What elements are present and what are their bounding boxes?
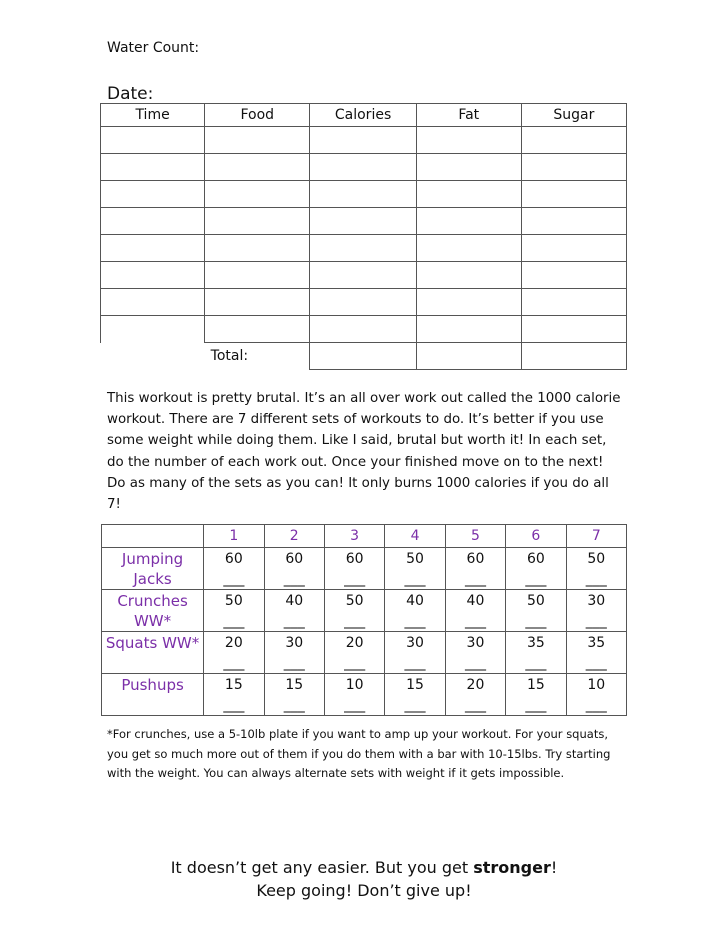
rep-done-blank[interactable]: ___: [585, 655, 607, 671]
rep-count: 60: [345, 551, 364, 567]
food-table-cell[interactable]: [101, 262, 205, 289]
rep-count: 15: [526, 677, 545, 693]
rep-done-blank[interactable]: ___: [464, 571, 486, 587]
rep-cell: [445, 548, 505, 590]
set-number: 1: [204, 525, 264, 548]
rep-cell: [385, 632, 445, 674]
food-table-cell[interactable]: [205, 154, 310, 181]
exercise-name: Jumping Jacks: [102, 548, 204, 590]
food-table-cell[interactable]: [310, 289, 416, 316]
rep-cell: [264, 674, 324, 716]
rep-cell: [204, 632, 264, 674]
rep-done-blank[interactable]: ___: [404, 613, 426, 629]
rep-cell: [204, 590, 264, 632]
rep-count: 60: [526, 551, 545, 567]
col-calories: Calories: [310, 104, 416, 127]
food-table-row: [101, 316, 627, 343]
rep-count: 30: [466, 635, 485, 651]
food-table-cell[interactable]: [416, 235, 521, 262]
rep-cell: [264, 632, 324, 674]
rep-done-blank[interactable]: ___: [464, 613, 486, 629]
rep-done-blank[interactable]: ___: [585, 697, 607, 713]
food-table-row: [101, 181, 627, 208]
rep-cell: [566, 674, 626, 716]
closing-message: [0, 856, 728, 902]
food-table-cell[interactable]: [416, 127, 521, 154]
rep-done-blank[interactable]: ___: [344, 613, 366, 629]
col-sugar: Sugar: [521, 104, 626, 127]
col-food: Food: [205, 104, 310, 127]
food-table-row: [101, 154, 627, 181]
rep-cell: [566, 590, 626, 632]
total-cell[interactable]: [310, 343, 416, 370]
set-number: 6: [506, 525, 566, 548]
water-count-label: Water Count:: [107, 40, 200, 56]
food-table-cell[interactable]: [521, 127, 626, 154]
set-number: 2: [264, 525, 324, 548]
rep-cell: [506, 632, 566, 674]
food-table-cell[interactable]: [310, 181, 416, 208]
rep-done-blank[interactable]: ___: [404, 571, 426, 587]
closing-line-1-text: It doesn’t get any easier. But you get: [170, 858, 474, 877]
rep-count: 60: [285, 551, 304, 567]
food-table-cell[interactable]: [416, 262, 521, 289]
rep-cell: [324, 548, 384, 590]
rep-cell: [264, 590, 324, 632]
rep-count: 50: [406, 551, 424, 567]
closing-line-2: Keep going! Don’t give up!: [256, 881, 472, 900]
food-table-cell[interactable]: [101, 154, 205, 181]
set-number: 3: [324, 525, 384, 548]
rep-count: 60: [224, 551, 243, 567]
rep-count: 50: [587, 551, 606, 567]
food-table-row: [101, 235, 627, 262]
food-table-cell[interactable]: [205, 181, 310, 208]
food-table-cell[interactable]: [101, 289, 205, 316]
rep-count: 20: [224, 635, 243, 651]
workout-row: [102, 632, 627, 674]
rep-done-blank[interactable]: ___: [344, 571, 366, 587]
rep-cell: [506, 590, 566, 632]
food-table-row: [101, 127, 627, 154]
food-table-row: [101, 262, 627, 289]
food-table-cell[interactable]: [521, 289, 626, 316]
rep-count: 10: [345, 677, 364, 693]
food-table-cell[interactable]: [205, 235, 310, 262]
rep-done-blank[interactable]: ___: [223, 613, 245, 629]
food-table-cell[interactable]: [310, 316, 416, 343]
set-number: 5: [445, 525, 505, 548]
total-spacer: [101, 343, 205, 370]
rep-count: 35: [587, 635, 606, 651]
rep-cell: [204, 674, 264, 716]
rep-done-blank[interactable]: ___: [223, 655, 245, 671]
food-table-cell[interactable]: [205, 262, 310, 289]
rep-done-blank[interactable]: ___: [283, 697, 305, 713]
food-table-cell[interactable]: [521, 316, 626, 343]
rep-cell: [204, 548, 264, 590]
rep-cell: [445, 674, 505, 716]
rep-count: 35: [526, 635, 545, 651]
rep-done-blank[interactable]: ___: [404, 697, 426, 713]
rep-done-blank[interactable]: ___: [344, 655, 366, 671]
food-table-cell[interactable]: [101, 316, 205, 343]
rep-done-blank[interactable]: ___: [585, 613, 607, 629]
rep-count: 40: [466, 593, 485, 609]
food-table-cell[interactable]: [521, 208, 626, 235]
rep-done-blank[interactable]: ___: [283, 571, 305, 587]
food-table-cell[interactable]: [101, 208, 205, 235]
rep-count: 30: [406, 635, 424, 651]
rep-count: 20: [466, 677, 485, 693]
food-log-table: [100, 103, 627, 370]
rep-done-blank[interactable]: ___: [464, 697, 486, 713]
food-table-cell[interactable]: [205, 127, 310, 154]
set-number: 7: [566, 525, 626, 548]
food-table-cell[interactable]: [416, 154, 521, 181]
rep-done-blank[interactable]: ___: [404, 655, 426, 671]
rep-cell: [385, 674, 445, 716]
food-table-cell[interactable]: [101, 235, 205, 262]
rep-done-blank[interactable]: ___: [283, 655, 305, 671]
rep-cell: [385, 548, 445, 590]
rep-count: 15: [285, 677, 304, 693]
col-time: Time: [101, 104, 205, 127]
rep-count: 50: [526, 593, 545, 609]
food-table-cell[interactable]: [521, 235, 626, 262]
total-cell[interactable]: [521, 343, 626, 370]
food-total-row: [101, 343, 627, 370]
exercise-name: Crunches WW*: [102, 590, 204, 632]
food-table-cell[interactable]: [521, 154, 626, 181]
rep-cell: [324, 632, 384, 674]
closing-emphasis: stronger: [473, 858, 551, 877]
workout-intro-text: This workout is pretty brutal. It’s an all over work out called the 1000 calorie workout. There are 7 different sets of workouts to do. It’s better if you use some weight while doing them. Like I said, brutal but worth it! In each set, do the number of each work out. Once your finished move on to the next! Do as many of the sets as you can! It only burns 1000 calories if you do all 7!: [107, 391, 621, 513]
food-table-cell[interactable]: [310, 127, 416, 154]
food-table-cell[interactable]: [205, 289, 310, 316]
rep-count: 50: [224, 593, 243, 609]
rep-count: 30: [285, 635, 304, 651]
food-table-cell[interactable]: [310, 262, 416, 289]
food-table-cell[interactable]: [310, 208, 416, 235]
food-table-cell[interactable]: [416, 316, 521, 343]
food-table-cell[interactable]: [101, 127, 205, 154]
rep-done-blank[interactable]: ___: [344, 697, 366, 713]
food-table-cell[interactable]: [205, 316, 310, 343]
rep-cell: [324, 674, 384, 716]
rep-cell: [506, 674, 566, 716]
food-table-cell[interactable]: [521, 262, 626, 289]
set-number: 4: [385, 525, 445, 548]
food-table-cell[interactable]: [416, 289, 521, 316]
rep-done-blank[interactable]: ___: [525, 613, 547, 629]
food-table-header: [101, 104, 627, 127]
rep-count: 40: [406, 593, 424, 609]
workout-row: [102, 590, 627, 632]
workout-table: [101, 524, 627, 716]
rep-done-blank[interactable]: ___: [525, 571, 547, 587]
exercise-name: Pushups: [102, 674, 204, 716]
rep-cell: [385, 590, 445, 632]
rep-done-blank[interactable]: ___: [585, 571, 607, 587]
workout-row: [102, 548, 627, 590]
food-table-cell[interactable]: [310, 235, 416, 262]
closing-line-1: [0, 856, 728, 879]
total-label: Total:: [205, 343, 310, 370]
food-table-cell[interactable]: [205, 208, 310, 235]
exercise-name: Squats WW*: [102, 632, 204, 674]
rep-count: 15: [406, 677, 424, 693]
date-label: Date:: [107, 84, 154, 104]
rep-count: 40: [285, 593, 304, 609]
rep-done-blank[interactable]: ___: [525, 697, 547, 713]
rep-done-blank[interactable]: ___: [525, 655, 547, 671]
food-table-row: [101, 208, 627, 235]
rep-count: 50: [345, 593, 364, 609]
rep-count: 20: [345, 635, 364, 651]
rep-count: 10: [587, 677, 606, 693]
rep-count: 30: [587, 593, 606, 609]
rep-done-blank[interactable]: ___: [223, 571, 245, 587]
workout-row: [102, 674, 627, 716]
rep-cell: [324, 590, 384, 632]
rep-cell: [506, 548, 566, 590]
food-table-cell[interactable]: [310, 154, 416, 181]
rep-count: 60: [466, 551, 485, 567]
rep-count: 15: [224, 677, 243, 693]
food-table-cell[interactable]: [416, 208, 521, 235]
rep-cell: [566, 548, 626, 590]
rep-done-blank[interactable]: ___: [223, 697, 245, 713]
closing-line-1-end: !: [550, 858, 558, 877]
food-table-cell[interactable]: [521, 181, 626, 208]
rep-done-blank[interactable]: ___: [283, 613, 305, 629]
col-fat: Fat: [416, 104, 521, 127]
workout-header: [102, 525, 627, 548]
total-cell[interactable]: [416, 343, 521, 370]
rep-done-blank[interactable]: ___: [464, 655, 486, 671]
footnote-text: *For crunches, use a 5-10lb plate if you want to amp up your workout. For your squats, you get so much more out of them if you do them with a bar with 10-15lbs. Try starting with the weight. You can always alternate sets with weight if it gets impossible.: [107, 727, 611, 781]
food-table-cell[interactable]: [101, 181, 205, 208]
rep-cell: [566, 632, 626, 674]
rep-cell: [264, 548, 324, 590]
food-table-row: [101, 289, 627, 316]
workout-corner: [102, 525, 204, 548]
food-table-cell[interactable]: [416, 181, 521, 208]
rep-cell: [445, 632, 505, 674]
rep-cell: [445, 590, 505, 632]
